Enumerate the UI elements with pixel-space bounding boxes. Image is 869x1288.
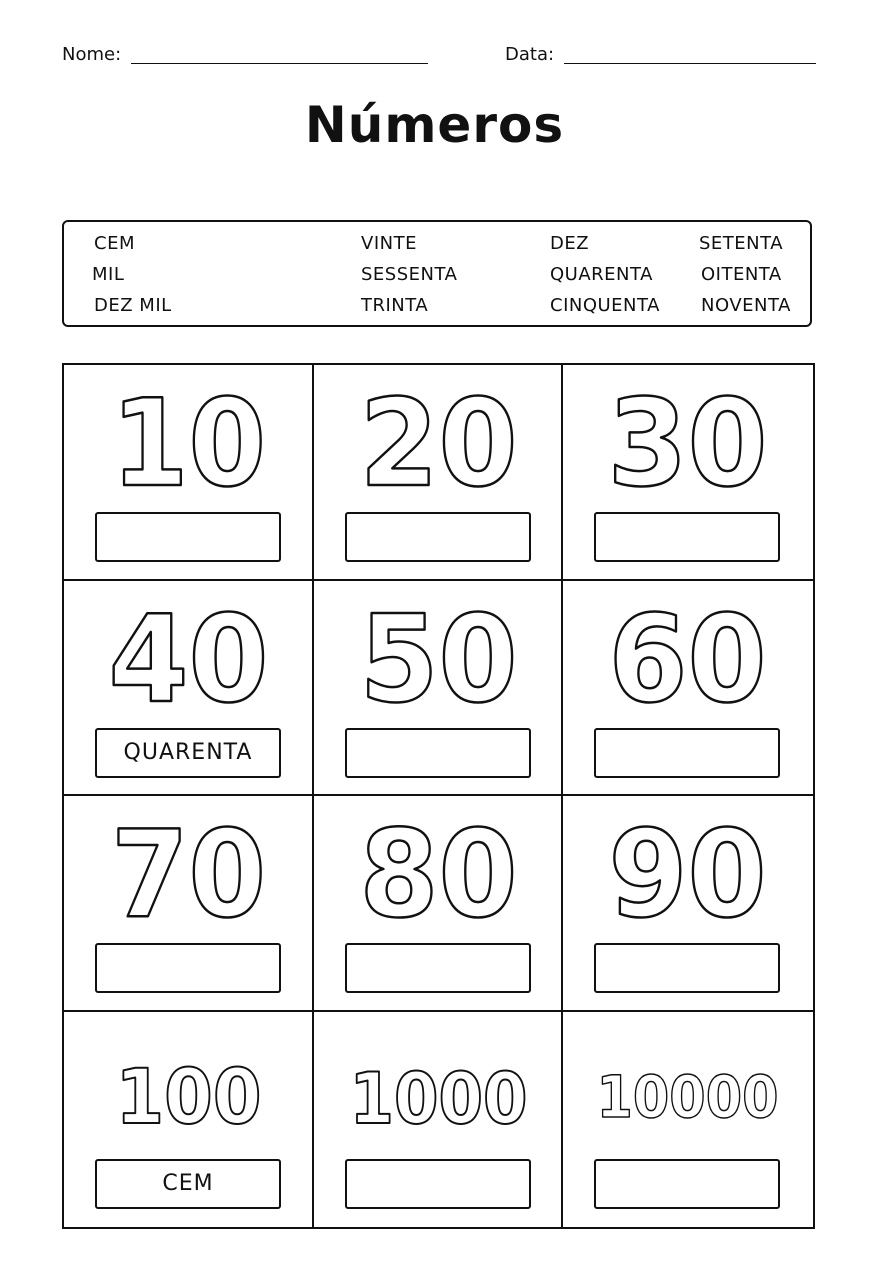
answer-box[interactable] — [345, 1159, 531, 1209]
answer-box[interactable] — [594, 728, 780, 778]
answer-box[interactable] — [594, 1159, 780, 1209]
outlined-number — [64, 804, 313, 945]
outlined-number — [64, 589, 313, 730]
number-80: 80 — [359, 806, 518, 945]
number-60: 60 — [608, 590, 767, 730]
word-bank-item: SETENTA — [699, 233, 784, 254]
number-cell — [314, 1012, 564, 1228]
answer-box[interactable]: QUARENTA — [95, 728, 281, 778]
number-cell — [64, 581, 314, 797]
page-title: Números — [304, 96, 565, 154]
answer-box[interactable] — [594, 512, 780, 562]
answer-box[interactable] — [345, 728, 531, 778]
number-cell — [314, 581, 564, 797]
number-cell — [314, 365, 564, 581]
number-cell — [563, 796, 813, 1012]
word-bank-item: DEZ — [550, 233, 590, 254]
name-label: Nome: — [62, 44, 122, 65]
word-bank-item: NOVENTA — [701, 295, 791, 316]
word-bank-item: CINQUENTA — [550, 295, 660, 316]
outlined-number — [314, 589, 563, 730]
outlined-number — [563, 589, 812, 730]
number-90: 90 — [608, 806, 767, 945]
word-bank-item: OITENTA — [701, 264, 782, 285]
outlined-number — [563, 373, 812, 514]
answer-box[interactable] — [345, 943, 531, 993]
number-70: 70 — [111, 806, 266, 945]
answer-box[interactable]: CEM — [95, 1159, 281, 1209]
outlined-number — [314, 373, 563, 514]
number-cell — [64, 365, 314, 581]
word-bank-item: MIL — [92, 264, 125, 285]
number-cell — [563, 1012, 813, 1228]
number-10: 10 — [111, 375, 266, 514]
number-30: 30 — [607, 375, 768, 514]
number-cell — [314, 796, 564, 1012]
number-40: 40 — [108, 590, 269, 730]
word-bank-item: QUARENTA — [550, 264, 653, 285]
answer-box[interactable] — [594, 943, 780, 993]
outlined-number — [314, 1020, 563, 1150]
number-100: 100 — [115, 1051, 262, 1141]
outlined-number — [314, 804, 563, 945]
answer-box[interactable] — [95, 943, 281, 993]
number-20: 20 — [359, 375, 518, 514]
word-bank-item: DEZ MIL — [94, 295, 172, 316]
answer-box[interactable] — [95, 512, 281, 562]
number-cell — [64, 1012, 314, 1228]
word-bank — [62, 220, 812, 327]
number-50: 50 — [359, 590, 518, 730]
name-line[interactable] — [131, 63, 428, 64]
outlined-number — [64, 1020, 313, 1150]
number-cell — [563, 581, 813, 797]
date-label: Data: — [505, 44, 555, 65]
outlined-number — [563, 1020, 812, 1150]
number-grid — [62, 363, 815, 1229]
word-bank-item: CEM — [94, 233, 135, 254]
outlined-number — [563, 804, 812, 945]
number-1000: 1000 — [349, 1057, 528, 1140]
number-10000: 10000 — [596, 1062, 779, 1131]
word-bank-item: SESSENTA — [361, 264, 458, 285]
date-line[interactable] — [564, 63, 816, 64]
word-bank-item: TRINTA — [361, 295, 429, 316]
number-cell — [563, 365, 813, 581]
word-bank-item: VINTE — [361, 233, 417, 254]
outlined-number — [64, 373, 313, 514]
answer-box[interactable] — [345, 512, 531, 562]
number-cell — [64, 796, 314, 1012]
